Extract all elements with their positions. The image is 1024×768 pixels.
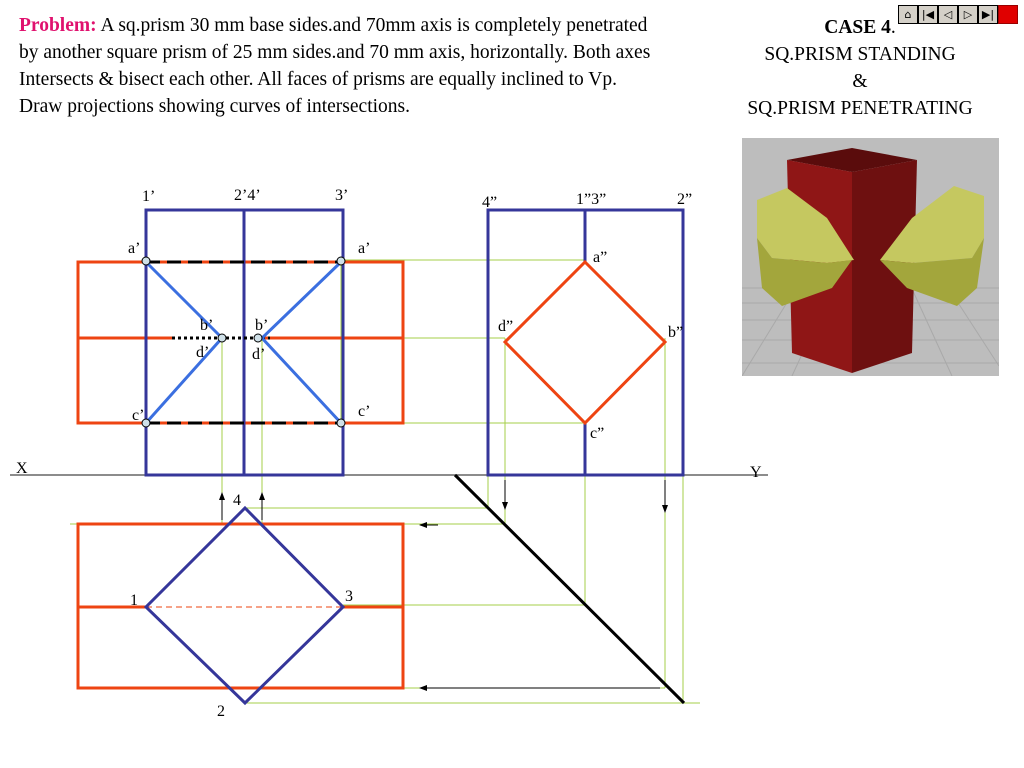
label-tv-1: 1 bbox=[130, 592, 138, 609]
drawing-labels bbox=[16, 187, 762, 720]
case-number-suffix: . bbox=[890, 17, 896, 38]
case-line-2: & bbox=[852, 71, 868, 92]
label-tv-4: 4 bbox=[233, 492, 241, 509]
problem-keyword: Problem: bbox=[19, 15, 97, 36]
label-sv-4: 4” bbox=[482, 194, 498, 211]
label-fv-a-left: a’ bbox=[128, 240, 141, 257]
sv-penetrating-prism bbox=[505, 262, 665, 423]
label-tv-2: 2 bbox=[217, 703, 225, 720]
label-fv-1: 1’ bbox=[142, 188, 156, 205]
front-view bbox=[78, 210, 403, 475]
label-y: Y bbox=[750, 464, 762, 481]
label-fv-b-left: b’ bbox=[200, 317, 214, 334]
label-x: X bbox=[16, 460, 28, 477]
side-view bbox=[488, 210, 683, 475]
fv-point-a-right bbox=[337, 257, 345, 265]
label-sv-a: a” bbox=[593, 249, 608, 266]
home-icon: ⌂ bbox=[904, 8, 912, 21]
top-view bbox=[78, 508, 403, 703]
fv-point-bd-right bbox=[254, 334, 262, 342]
previous-slide-icon: ◁ bbox=[943, 8, 953, 21]
label-fv-d-left: d’ bbox=[196, 344, 210, 361]
tv-standing-prism bbox=[146, 508, 343, 703]
next-slide-icon: ▷ bbox=[963, 8, 973, 21]
label-fv-b-right: b’ bbox=[255, 317, 269, 334]
label-tv-3: 3 bbox=[345, 588, 353, 605]
fv-point-a-left bbox=[142, 257, 150, 265]
first-slide-icon: |◀ bbox=[921, 8, 935, 21]
label-sv-13: 1”3” bbox=[576, 191, 607, 208]
case-line-3: SQ.PRISM PENETRATING bbox=[747, 98, 973, 119]
label-fv-c-left: c’ bbox=[132, 407, 145, 424]
last-slide-icon: ▶| bbox=[981, 8, 995, 21]
label-fv-24: 2’4’ bbox=[234, 187, 261, 204]
problem-line-1: A sq.prism 30 mm base sides.and 70mm axis is completely penetrated bbox=[100, 15, 648, 36]
case-line-1: SQ.PRISM STANDING bbox=[764, 44, 956, 65]
fv-point-c-right bbox=[337, 419, 345, 427]
case-number: CASE 4 bbox=[824, 17, 891, 38]
label-sv-b: b” bbox=[668, 324, 684, 341]
label-fv-a-right: a’ bbox=[358, 240, 371, 257]
label-fv-d-right: d’ bbox=[252, 346, 266, 363]
problem-line-3: Intersects & bisect each other. All faces of prisms are equally inclined to Vp. bbox=[19, 69, 617, 90]
problem-line-4: Draw projections showing curves of intersections. bbox=[19, 96, 410, 117]
label-fv-3: 3’ bbox=[335, 187, 349, 204]
label-fv-c-right: c’ bbox=[358, 403, 371, 420]
problem-line-2: by another square prism of 25 mm sides.and 70 mm axis, horizontally. Both axes bbox=[19, 42, 651, 63]
label-sv-2: 2” bbox=[677, 191, 693, 208]
label-sv-d: d” bbox=[498, 318, 514, 335]
fv-point-bd-left bbox=[218, 334, 226, 342]
mitre-line-45deg bbox=[455, 475, 684, 703]
label-sv-c: c” bbox=[590, 425, 605, 442]
